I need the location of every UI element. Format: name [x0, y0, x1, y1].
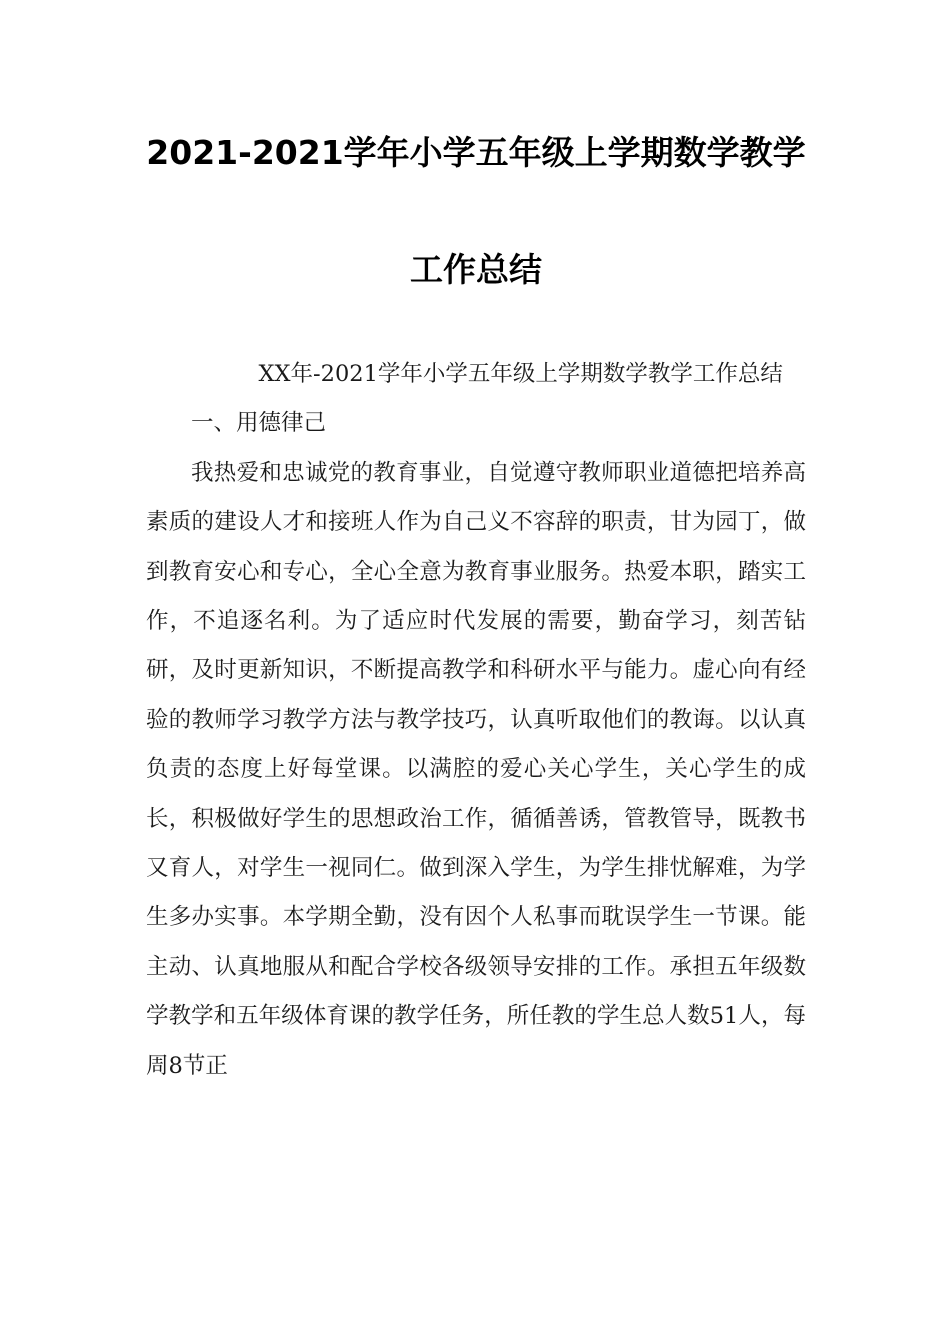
document-subtitle: XX年-2021学年小学五年级上学期数学教学工作总结 [258, 361, 783, 387]
body-paragraph: 我热爱和忠诚党的教育事业，自觉遵守教师职业道德把培养高素质的建设人才和接班人作为自己义不容辞的职责，甘为园丁，做到教育安心和专心，全心全意为教育事业服务。热爱本职，踏实工作，不追逐名利。为了适应时代发展的需要，勤奋学习，刻苦钻研，及时更新知识，不断提高教学和科研水平与能力。虚心向有经验的教师学习教学方法与教学技巧，认真听取他们的教诲。以认真负责的态度上好每堂课。以满腔的爱心关心学生，关心学生的成长，积极做好学生的思想政治工作，循循善诱，管教管导，既教书又育人，对学生一视同仁。做到深入学生，为学生排忧解难，为学生多办实事。本学期全勤，没有因个人私事而耽误学生一节课。能主动、认真地服从和配合学校各级领导安排的工作。承担五年级数学教学和五年级体育课的教学任务，所任教的学生总人数51人，每周8节正 [146, 459, 806, 1079]
section-heading: 一、用德律己 [191, 410, 327, 437]
document-body [146, 350, 806, 1091]
document-title-line-1: 2021-2021学年小学五年级上学期数学教学 [146, 133, 806, 172]
document-title-line-2: 工作总结 [410, 250, 542, 289]
